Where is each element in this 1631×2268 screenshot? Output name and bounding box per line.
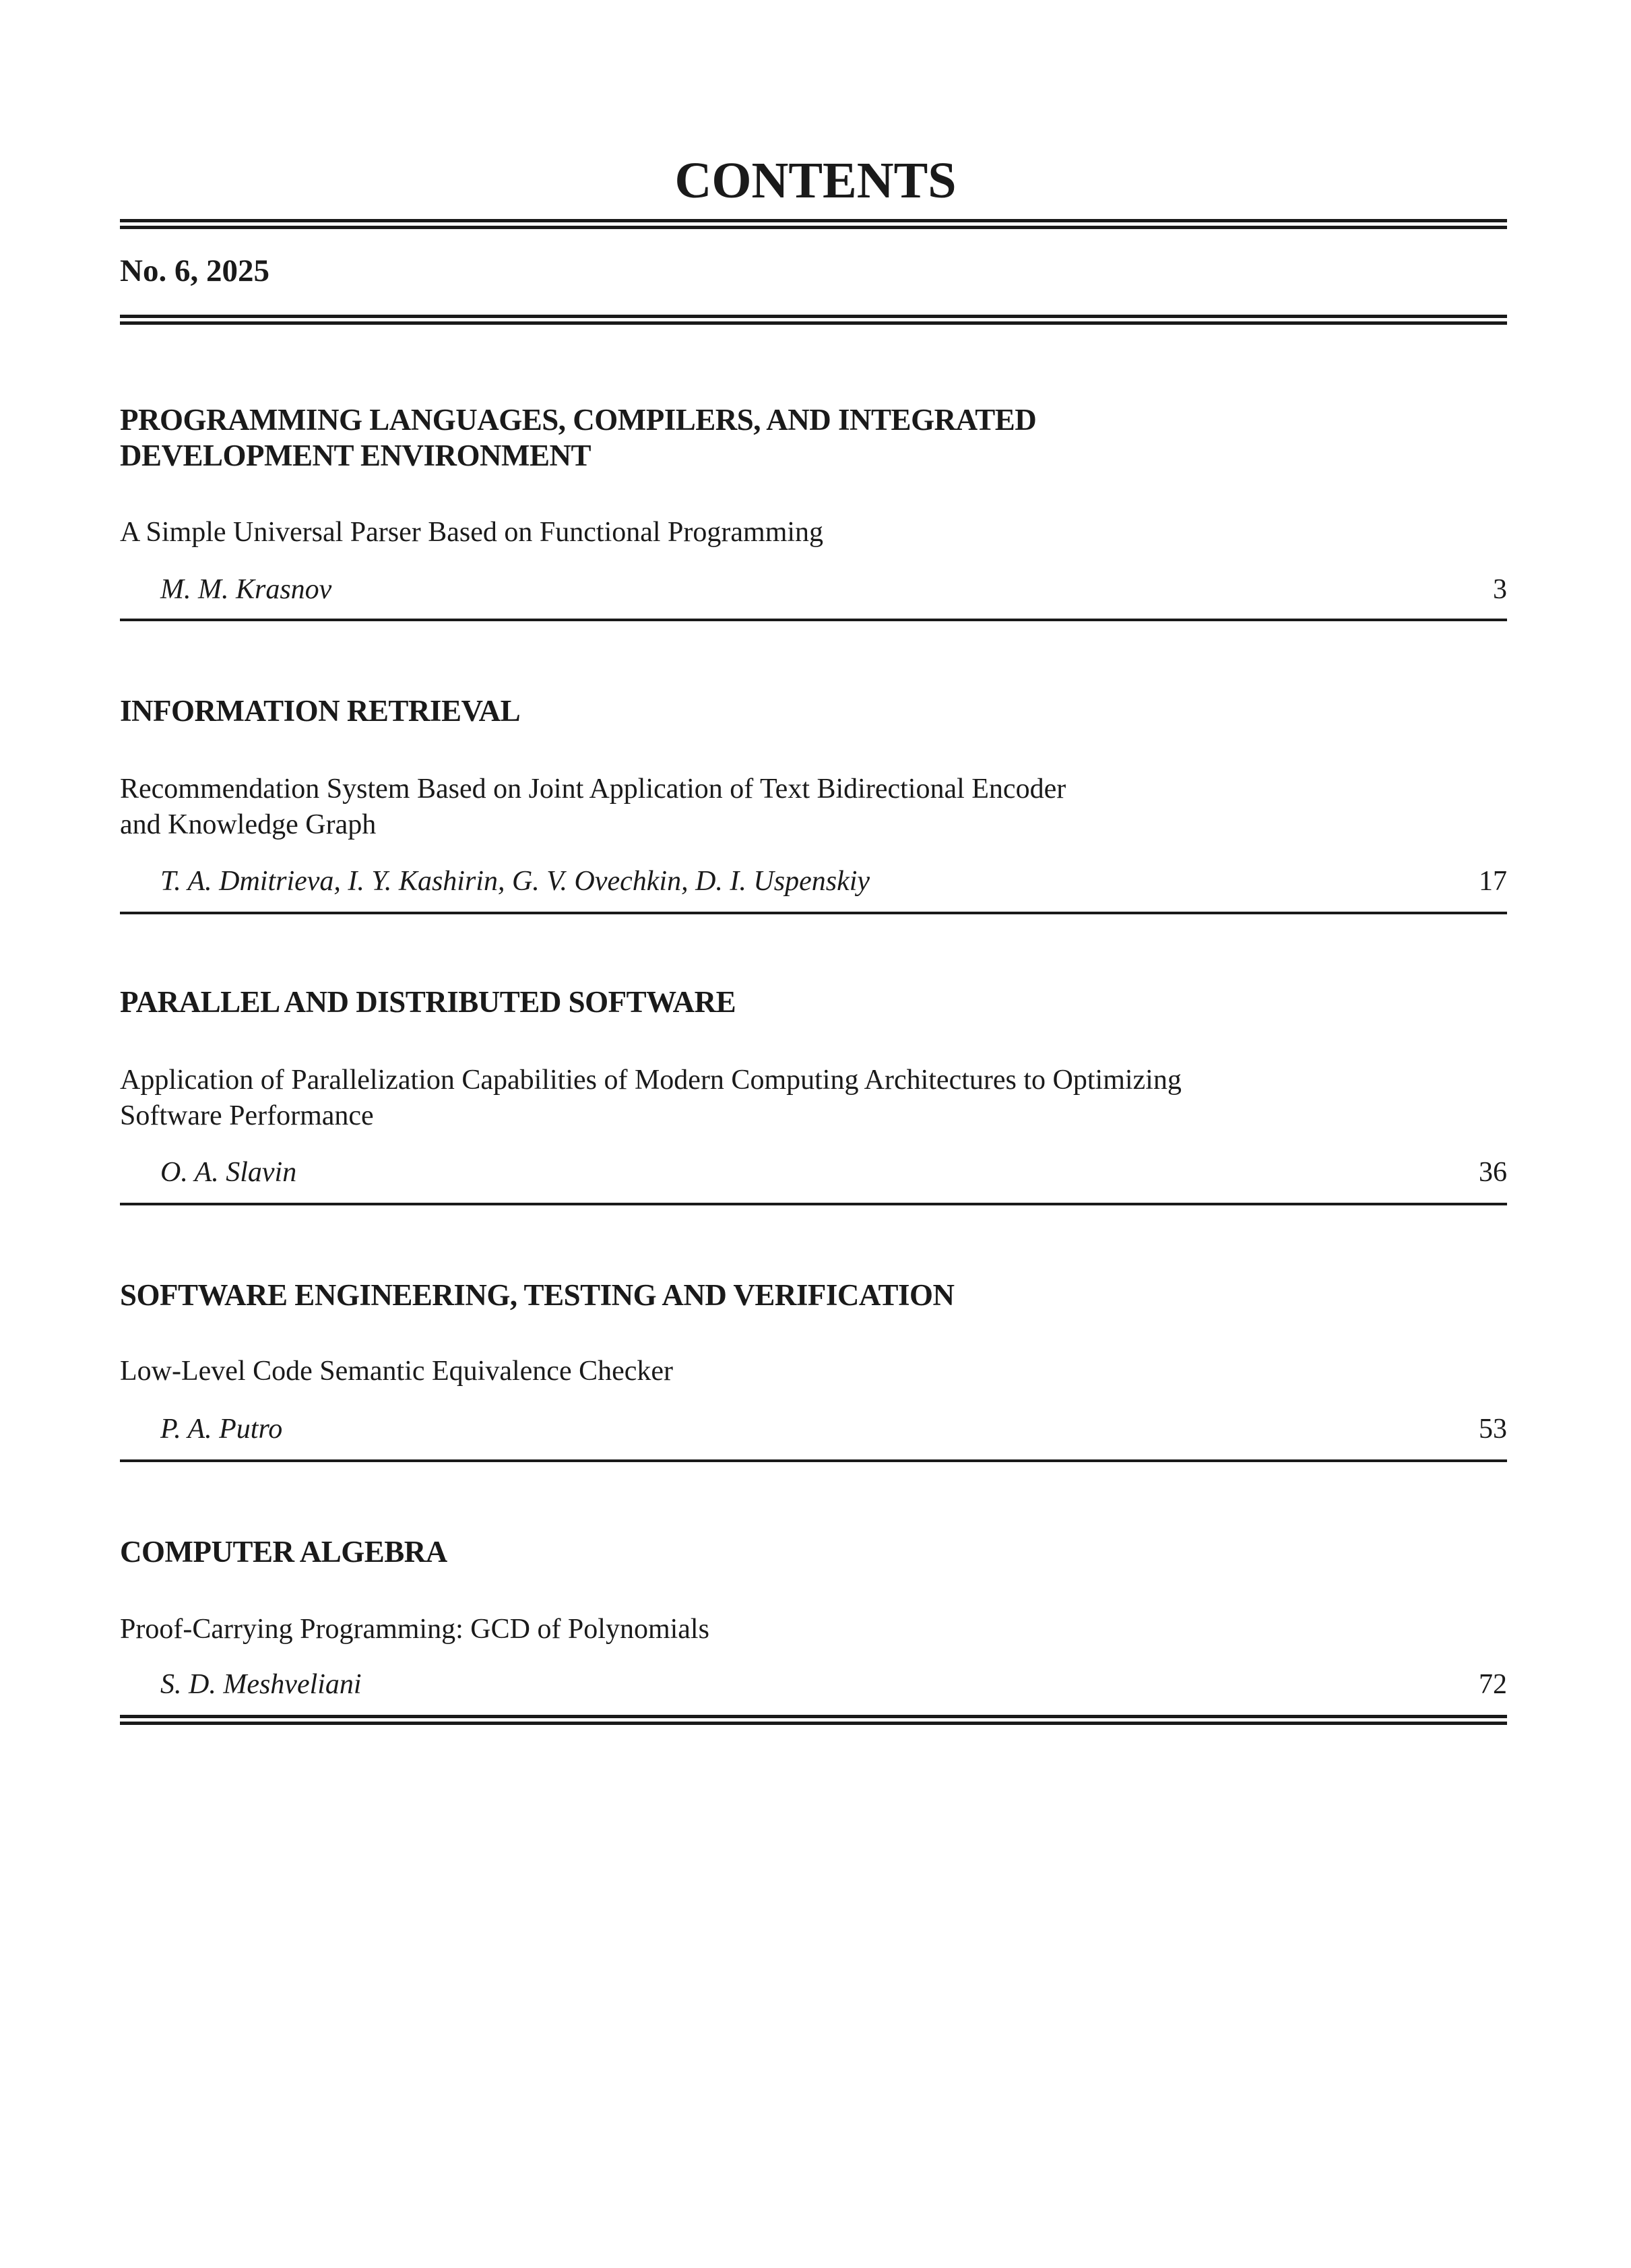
divider [120, 315, 1507, 318]
section-heading: PARALLEL AND DISTRIBUTED SOFTWARE [120, 985, 736, 1019]
divider [120, 1722, 1507, 1725]
article-title[interactable]: A Simple Universal Parser Based on Functional Programming [120, 517, 824, 548]
section-heading: DEVELOPMENT ENVIRONMENT [120, 439, 591, 472]
article-title[interactable]: Application of Parallelization Capabilities of Modern Computing Architectures to Optimizing [120, 1065, 1182, 1096]
divider [120, 226, 1507, 229]
article-page[interactable]: 53 [1479, 1414, 1507, 1445]
divider [120, 219, 1507, 222]
divider [120, 321, 1507, 325]
article-page[interactable]: 17 [1479, 866, 1507, 897]
divider [120, 912, 1507, 914]
divider [120, 1203, 1507, 1205]
section-heading: COMPUTER ALGEBRA [120, 1535, 447, 1569]
article-page[interactable]: 3 [1493, 574, 1507, 605]
page-title: CONTENTS [674, 152, 957, 209]
section-heading: PROGRAMMING LANGUAGES, COMPILERS, AND INTEGRATED [120, 403, 1037, 437]
article-authors: S. D. Meshveliani [160, 1669, 362, 1700]
divider [120, 1715, 1507, 1718]
divider [120, 619, 1507, 621]
article-authors: M. M. Krasnov [160, 574, 332, 605]
article-page[interactable]: 36 [1479, 1157, 1507, 1188]
section-heading: SOFTWARE ENGINEERING, TESTING AND VERIFICATION [120, 1278, 955, 1312]
section-heading: INFORMATION RETRIEVAL [120, 694, 521, 728]
divider [120, 1459, 1507, 1462]
article-page[interactable]: 72 [1479, 1669, 1507, 1700]
article-authors: P. A. Putro [160, 1414, 283, 1445]
issue-number: No. 6, 2025 [120, 253, 269, 288]
article-title[interactable]: Recommendation System Based on Joint Application of Text Bidirectional Encoder [120, 774, 1066, 805]
article-title[interactable]: Low-Level Code Semantic Equivalence Checker [120, 1356, 674, 1387]
article-title[interactable]: and Knowledge Graph [120, 809, 377, 840]
article-authors: T. A. Dmitrieva, I. Y. Kashirin, G. V. Ovechkin, D. I. Uspenskiy [160, 866, 870, 897]
article-title[interactable]: Proof-Carrying Programming: GCD of Polynomials [120, 1614, 709, 1645]
article-title[interactable]: Software Performance [120, 1100, 374, 1131]
article-authors: O. A. Slavin [160, 1157, 297, 1188]
